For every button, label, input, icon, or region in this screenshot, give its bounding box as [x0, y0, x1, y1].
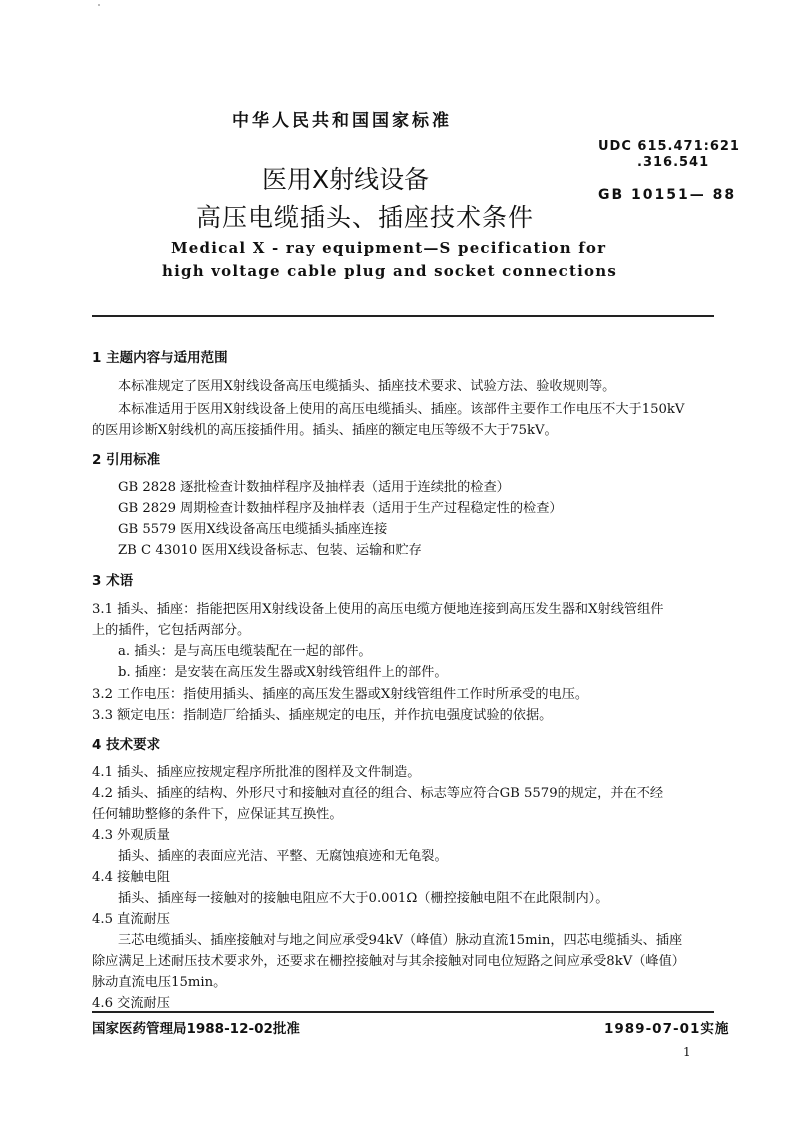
paragraph-line: 3.2 工作电压：指使用插头、插座的高压发生器或X射线管组件工作时所承受的电压。	[92, 687, 589, 702]
paragraph-line: 除应满足上述耐压技术要求外，还要求在栅控接触对与其余接触对同电位短路之间应承受8kV（峰值）	[92, 954, 685, 969]
effective-date: 1989-07-01实施	[604, 1021, 730, 1037]
udc-code-line-2: .316.541	[637, 155, 710, 170]
page-number: 1	[683, 1045, 691, 1059]
subsection-heading: 4.4 接触电阻	[92, 870, 170, 885]
paragraph-line: 本标准适用于医用X射线设备上使用的高压电缆插头、插座。该部件主要作工作电压不大于150kV	[118, 402, 685, 417]
title-line-2: 高压电缆插头、插座技术条件	[196, 203, 535, 232]
title-line-1: 医用X射线设备	[262, 165, 430, 194]
scan-speck	[98, 4, 100, 6]
subsection-heading: 4.6 交流耐压	[92, 996, 170, 1011]
list-item: a. 插头：是与高压电缆装配在一起的部件。	[118, 644, 372, 659]
reference-item: GB 2829 周期检查计数抽样程序及抽样表（适用于生产过程稳定性的检查）	[118, 501, 563, 516]
approval-date: 国家医药管理局1988-12-02批准	[92, 1021, 300, 1037]
national-standard-heading: 中华人民共和国国家标准	[232, 111, 452, 131]
paragraph-line: 三芯电缆插头、插座接触对与地之间应承受94kV（峰值）脉动直流15min，四芯电缆插头、插座	[118, 933, 683, 948]
paragraph-line: 4.1 插头、插座应按规定程序所批准的图样及文件制造。	[92, 765, 421, 780]
paragraph-line: 任何辅助整修的条件下，应保证其互换性。	[92, 807, 343, 822]
paragraph-line: 插头、插座的表面应光洁、平整、无腐蚀痕迹和无龟裂。	[118, 849, 448, 864]
reference-item: GB 2828 逐批检查计数抽样程序及抽样表（适用于连续批的检查）	[118, 480, 510, 495]
english-title-line-2: high voltage cable plug and socket connections	[162, 262, 617, 280]
subsection-heading: 4.3 外观质量	[92, 828, 170, 843]
list-item: b. 插座：是安装在高压发生器或X射线管组件上的部件。	[118, 665, 448, 680]
paragraph-line: 的医用诊断X射线机的高压接插件用。插头、插座的额定电压等级不大于75kV。	[92, 423, 558, 438]
paragraph-line: 4.2 插头、插座的结构、外形尺寸和接触对直径的组合、标志等应符合GB 5579的规定，并在不经	[92, 786, 664, 801]
paragraph-line: 本标准规定了医用X射线设备高压电缆插头、插座技术要求、试验方法、验收规则等。	[118, 379, 616, 394]
reference-item: GB 5579 医用X线设备高压电缆插头插座连接	[118, 522, 388, 537]
section-heading-1: 1 主题内容与适用范围	[92, 350, 228, 366]
paragraph-line: 3.1 插头、插座：指能把医用X射线设备上使用的高压电缆方便地连接到高压发生器和X射线管组件	[92, 602, 664, 617]
paragraph-line: 脉动直流电压15min。	[92, 975, 227, 990]
paragraph-line: 3.3 额定电压：指制造厂给插头、插座规定的电压，并作抗电强度试验的依据。	[92, 708, 553, 723]
reference-item: ZB C 43010 医用X线设备标志、包装、运输和贮存	[118, 543, 422, 558]
udc-code-line-1: UDC 615.471:621	[598, 139, 740, 154]
section-heading-3: 3 术语	[92, 573, 134, 589]
paragraph-line: 上的插件，它包括两部分。	[92, 623, 251, 638]
section-heading-4: 4 技术要求	[92, 737, 161, 753]
top-divider	[92, 315, 714, 317]
subsection-heading: 4.5 直流耐压	[92, 912, 170, 927]
gb-standard-number: GB 10151— 88	[598, 187, 737, 203]
bottom-divider	[92, 1011, 714, 1013]
paragraph-line: 插头、插座每一接触对的接触电阻应不大于0.001Ω（栅控接触电阻不在此限制内）。	[118, 891, 609, 906]
section-heading-2: 2 引用标准	[92, 452, 161, 468]
english-title-line-1: Medical X - ray equipment—S pecification for	[171, 239, 607, 257]
